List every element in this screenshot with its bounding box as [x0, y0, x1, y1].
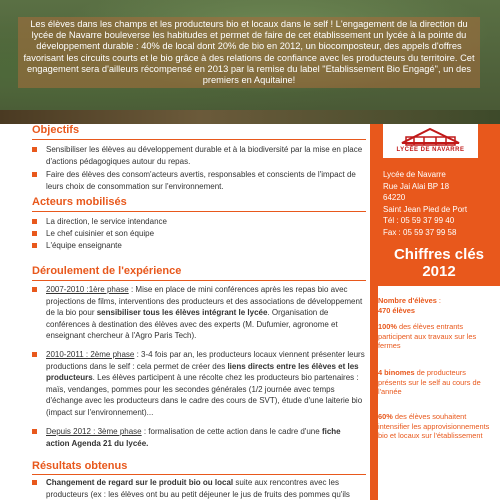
contact-block — [383, 169, 493, 238]
key-figure: Nombre d'élèves : 470 élèves — [378, 296, 441, 315]
key-figure: 100% des élèves entrants participent aux travaux sur les fermes — [378, 322, 477, 351]
phase-label: 2007-2010 :1ère phase — [46, 285, 129, 294]
phase-label: Depuis 2012 : 3ème phase — [46, 427, 142, 436]
key-figures-box — [378, 240, 500, 500]
list-item: Sensibiliser les élèves au développement durable et à la biodiversité par la mise en place d'actions pédagogiques autour du repas. — [32, 144, 366, 167]
intro-text: Les élèves dans les champs et les producteurs bio et locaux dans le self ! L'engagement de la direction du lycée de Navarre bouleverse les habitudes et permet de faire de cet établissement un lycée à la pointe du développement durable : 40% de local dont 20% de bio en 2012, un biocomposteur, des appels d'offres favorisant les circuits courts et le bio grâce à des relations de confiance avec les producteurs du territoire. Cet engagement sera d'ailleurs récompensé en 2013 par la remise du label "Etablissement Bio Engagé", un des premiers en Aquitaine! — [18, 17, 480, 88]
section-rule — [32, 280, 366, 281]
list-item: Changement de regard sur le produit bio ou local suite aux rencontres avec les producteurs (ex : les élèves ont bu au petit déjeuner le jus de fruits des pommes qu'ils — [32, 477, 366, 500]
list-item: 2010-2011 : 2ème phase : 3-4 fois par an, les producteurs locaux viennent présenter leurs productions dans le self : cela permet de créer des liens directs entre les élèves et les producteurs. Les élèves participent à une récolte chez les producteurs bio partenaires : maïs, vendanges, pommes pour les secondes générales (1/2 journée avec temps d'échange avec les producteurs dans le cadre des cours de SVT), étude d'une laiterie bio (impact sur l'environnement)... — [32, 349, 366, 418]
list-item: Faire des élèves des consom'acteurs avertis, responsables et conscients de l'impact de leurs choix de consommation sur l'environnement. — [32, 169, 366, 192]
section-title-resultats: Résultats obtenus — [32, 460, 128, 472]
key-figure: 60% des élèves souhaitent intensifier les approvisionnements bio et locaux sur l'établissement — [378, 412, 490, 441]
section-rule — [32, 474, 366, 475]
section-rule — [32, 139, 366, 140]
key-figures-title: Chiffres clés 2012 — [378, 240, 500, 286]
contact-line: Tél : 05 59 37 99 40 — [383, 216, 455, 225]
list-item: La direction, le service intendance — [32, 216, 366, 228]
list-item: L'équipe enseignante — [32, 240, 366, 252]
school-logo — [383, 124, 478, 158]
key-figure: 4 binomes de producteurs présents sur le self au cours de l'année — [378, 368, 481, 397]
contact-line: Fax : 05 59 37 99 58 — [383, 227, 457, 237]
hero-photo — [0, 0, 500, 110]
main-content — [0, 124, 370, 500]
list-item: Le chef cuisinier et son équipe — [32, 228, 366, 240]
list-item: 2007-2010 :1ère phase : Mise en place de mini conférences après les repas bio avec projections de films, interventions des producteurs et des associations de développement de la bio pour sensibiliser tous les élèves intégrant le lycée. Organisation de conférences à destination des élèves avec des experts (M. Dufumier, agronome et enseignant chercheur à l'Agro Paris Tech). — [32, 284, 366, 342]
section-title-objectifs: Objectifs — [32, 124, 80, 136]
section-title-deroulement: Déroulement de l'expérience — [32, 265, 182, 277]
list-item: Depuis 2012 : 3ème phase : formalisation de cette action dans le cadre d'une fiche action Agenda 21 du lycée. — [32, 426, 366, 449]
contact-line: Lycée de Navarre — [383, 170, 446, 179]
contact-line: Rue Jai Alai BP 18 — [383, 181, 450, 191]
phase-label: 2010-2011 : 2ème phase — [46, 350, 135, 359]
contact-line: Saint Jean Pied de Port — [383, 204, 468, 214]
logo-text: LYCÉE DE NAVARRE — [396, 147, 465, 153]
photo-band — [0, 110, 500, 124]
section-rule — [32, 211, 366, 212]
section-title-acteurs: Acteurs mobilisés — [32, 196, 127, 208]
contact-line: 64220 — [383, 193, 406, 202]
